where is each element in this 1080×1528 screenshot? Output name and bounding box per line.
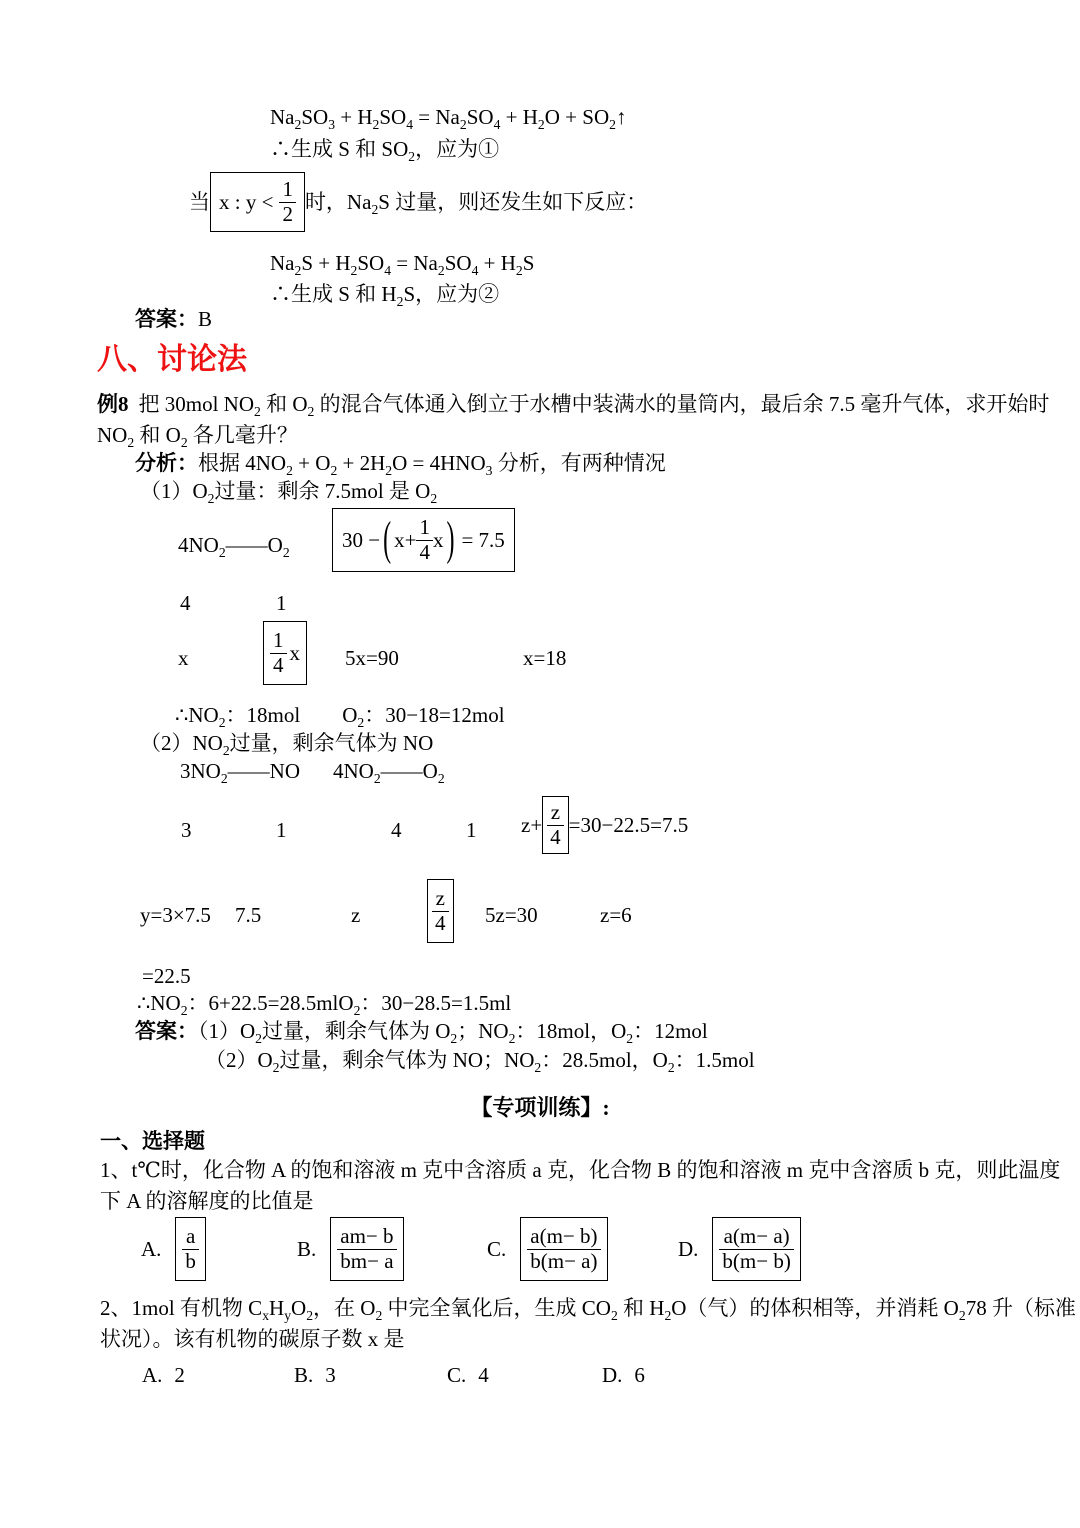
condition-line — [189, 171, 647, 233]
case1-coef-4: 4 — [180, 591, 191, 615]
boxed-eq-lead: 30 − — [342, 527, 381, 552]
section-heading-discussion-method: 八、讨论法 — [97, 343, 247, 376]
analysis-label: 分析： — [135, 451, 198, 475]
case2-solve2: z=6 — [600, 903, 632, 927]
q1-option-c — [487, 1216, 608, 1282]
q2-option-a-value: 2 — [174, 1363, 185, 1387]
example8-problem-text1: 把 30mol $NO_2$ 和 $O_2$ 的混合气体通入倒立于水槽中装满水的量筒内，最后余 7.5 毫升气体，求开始时 — [138, 392, 1050, 420]
analysis-line — [135, 450, 666, 477]
condition-prefix: 当 — [189, 189, 210, 214]
z-equation-tail: =30−22.5=7.5 — [568, 812, 689, 837]
close-paren: ) — [446, 514, 455, 566]
answer-label: 答案： — [135, 307, 198, 331]
q1-line1: 1、t℃时，化合物 A 的饱和溶液 m 克中含溶质 a 克，化合物 B 的饱和溶液 m 克中含溶质 b 克，则此温度 — [100, 1158, 1061, 1182]
case1-conclusion: $\therefore NO_2$：18mol $O_2$：30−18=12mol — [175, 703, 505, 731]
q2-option-a — [142, 1362, 185, 1389]
case1-ratio-equation: $4NO_2——O_2$ — [178, 533, 290, 561]
boxed-eq-x: x — [432, 527, 444, 552]
quarter-x-suffix: x — [289, 640, 300, 665]
q2-option-c-label: C. — [447, 1363, 467, 1387]
open-paren: ( — [383, 514, 392, 566]
case2-conclusion: $\therefore NO_2$：6+22.5=28.5mlO$_2$：30−28.5=1.5ml — [137, 991, 512, 1019]
example8-line1 — [97, 391, 1049, 418]
case2-ratio-equation1: $3NO_2——NO$ — [180, 759, 301, 787]
q1-option-b-fraction: $\frac{am- b}{bm- a}$ — [337, 1225, 396, 1272]
answer-label2: 答案： — [135, 1019, 198, 1043]
z-over-4-fraction2: $\frac{z}{4}$ — [432, 887, 449, 934]
answer-line-prev — [135, 306, 212, 333]
q2-option-c-value: 4 — [478, 1363, 489, 1387]
q1-option-a-label: A. — [141, 1236, 162, 1261]
quarter-fraction: $\frac{1}{4}$ — [270, 629, 287, 676]
case2-coef-3: 3 — [181, 818, 192, 842]
q1-option-b-box — [330, 1217, 403, 1281]
q2-option-b-label: B. — [294, 1363, 314, 1387]
conclusion-h2s: ∴生成 S 和 $H_2S$，应为② — [270, 282, 500, 310]
case2-y-continued: =22.5 — [142, 964, 191, 988]
answer-value: B — [198, 307, 213, 331]
one-half-fraction: $\frac{1}{2}$ — [279, 178, 296, 225]
z-plus: z+ — [521, 812, 543, 837]
q1-option-d-label: D. — [678, 1236, 699, 1261]
q2-option-c — [447, 1362, 489, 1389]
q2-option-d-label: D. — [602, 1363, 623, 1387]
q2-option-d — [602, 1362, 645, 1389]
case1-var-x: x — [178, 646, 189, 670]
q1-option-d — [678, 1216, 801, 1282]
case1-solve1: 5x=90 — [345, 646, 399, 670]
equation-na2so3-h2so4: $Na_2SO_3 + H_2SO_4 = Na_2SO_4 + H_2O$ + $SO_2↑$ — [270, 105, 627, 133]
case2-y-value: 7.5 — [235, 903, 262, 927]
q1-option-b — [297, 1216, 404, 1282]
equation-na2s-h2so4: $Na_2S + H_2SO_4 = Na_2SO_4 + H_2S$ — [270, 251, 535, 279]
ratio-condition-box — [210, 172, 305, 232]
q1-option-a-fraction: $\frac{a}{b}$ — [182, 1225, 199, 1272]
one-quarter-fraction: $\frac{1}{4}$ — [416, 516, 433, 563]
answer-line2: $(2)O_2$过量，剩余气体为 NO；$NO_2$：28.5mol，$O_2$：1.5mol — [205, 1048, 755, 1076]
q1-option-c-box — [520, 1217, 607, 1281]
case2-coef-1a: 1 — [276, 818, 287, 842]
q2-option-a-label: A. — [142, 1363, 163, 1387]
choice-section-title: 一、选择题 — [100, 1129, 205, 1153]
q1-option-a — [141, 1216, 206, 1282]
conclusion-so2: ∴生成 S 和 $SO_2$，应为① — [270, 137, 500, 165]
case2-coef-4: 4 — [391, 818, 402, 842]
training-heading: 【专项训练】: — [470, 1095, 610, 1120]
q2-line1: 2、1mol 有机物 $C_xH_yO_2$，在 $O_2$ 中完全氧化后，生成 $CO_2$ 和 $H_2O$（气）的体积相等，并消耗 $O_278$ 升（标准 — [100, 1296, 1076, 1324]
boxed-eq-tail: = 7.5 — [461, 527, 505, 552]
case1-solve2: x=18 — [523, 646, 567, 670]
q1-option-d-box — [712, 1217, 800, 1281]
condition-suffix: 时，$Na_2S$ 过量，则还发生如下反应： — [304, 189, 648, 217]
example8-line2: $NO_2$ 和 $O_2$ 各几毫升？ — [97, 423, 298, 451]
q1-line2: 下 A 的溶解度的比值是 — [100, 1189, 314, 1213]
case1-quarter-x-box — [263, 621, 307, 685]
case1-title: $(1)O_2$过量：剩余 7.5mol 是 $O_2$ — [140, 479, 438, 507]
answer-text1: $(1)O_2$过量，剩余气体为 $O_2$；$NO_2$：18mol，$O_2$：12mol — [198, 1019, 708, 1047]
ratio-inequality: x : y < — [219, 189, 274, 214]
boxed-eq-xplus: x+ — [394, 527, 417, 552]
q2-option-b-value: 3 — [325, 1363, 336, 1387]
case2-ratio-equation2: $4NO_2——O_2$ — [333, 759, 445, 787]
q2-line2: 状况）。该有机物的碳原子数 x 是 — [100, 1327, 405, 1351]
q1-option-c-fraction: $\frac{a(m- b)}{b(m- a)}$ — [527, 1225, 600, 1272]
z-over-4-fraction: $\frac{z}{4}$ — [547, 801, 564, 848]
q2-option-d-value: 6 — [634, 1363, 645, 1387]
analysis-text: 根据 $4NO_2 + O_2 + 2H_2O = 4HNO_3$ 分析，有两种情况 — [198, 451, 666, 479]
q2-option-b — [294, 1362, 336, 1389]
z-quarter-box2 — [427, 879, 454, 943]
answer-line1 — [135, 1018, 708, 1045]
case2-solve1: 5z=30 — [485, 903, 538, 927]
example8-label: 例8 — [97, 392, 129, 416]
case1-coef-1: 1 — [276, 591, 287, 615]
q1-option-b-label: B. — [297, 1236, 317, 1261]
case2-title: $(2)NO_2$过量，剩余气体为 NO — [140, 731, 434, 759]
case2-coef-1b: 1 — [466, 818, 477, 842]
q1-option-a-box — [175, 1217, 206, 1281]
z-quarter-box — [542, 796, 569, 854]
q1-option-d-fraction: $\frac{a(m- a)}{b(m- b)}$ — [719, 1225, 793, 1272]
q1-option-c-label: C. — [487, 1236, 507, 1261]
case2-var-z: z — [351, 903, 361, 927]
case2-y-equation: y=3×7.5 — [140, 903, 211, 927]
case1-boxed-equation — [332, 508, 515, 572]
case2-z-equation — [521, 795, 688, 855]
